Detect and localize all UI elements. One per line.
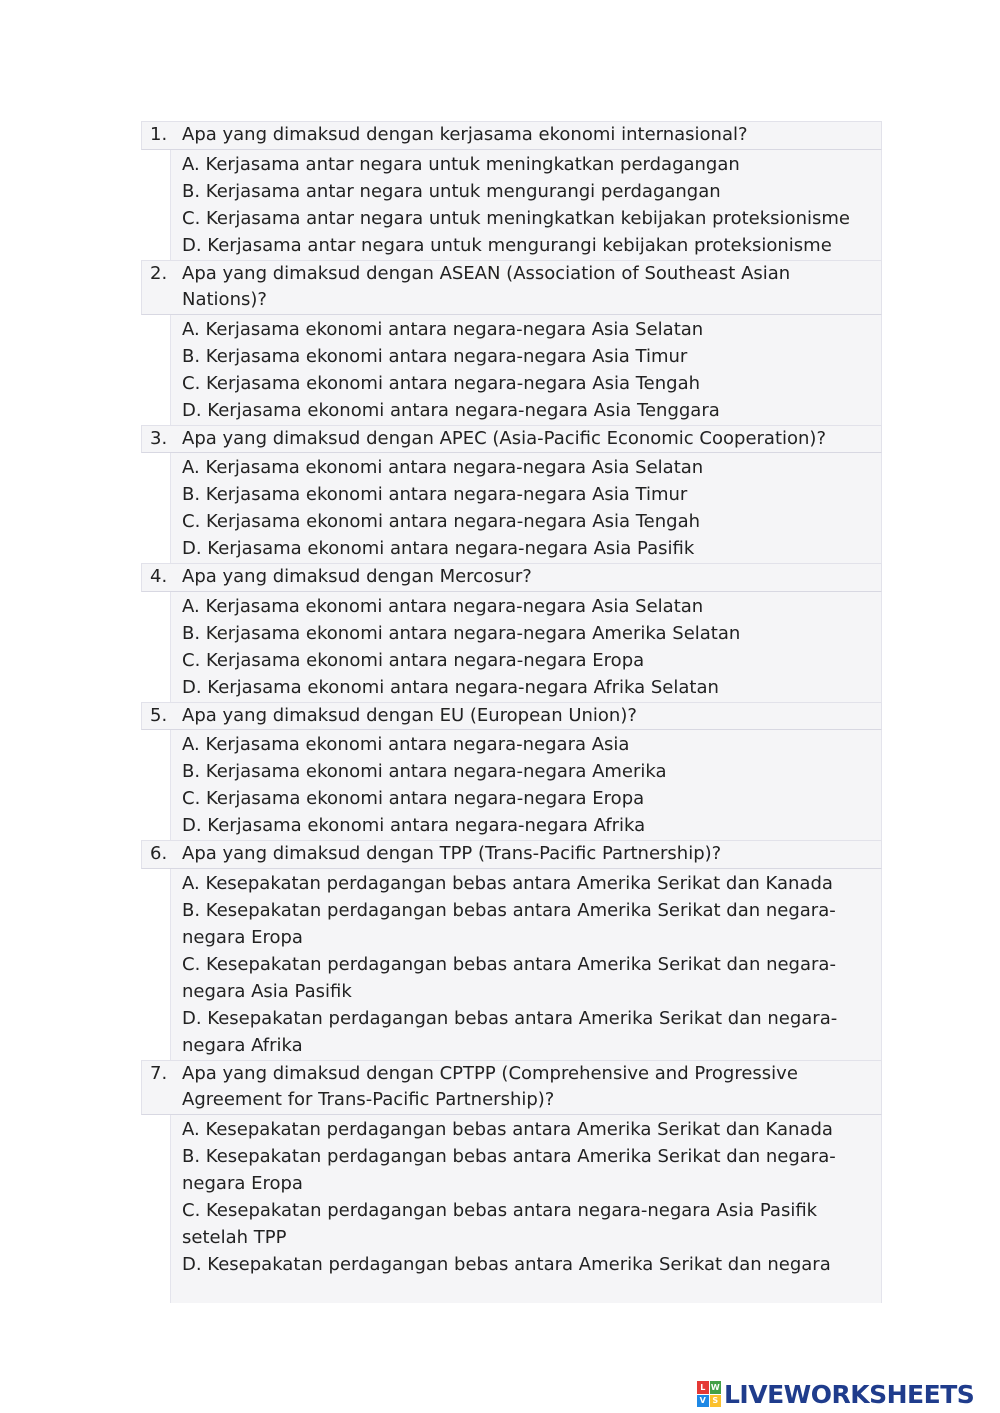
answer-option[interactable]: B. Kesepakatan perdagangan bebas antara Amerika Serikat dan negara-negara Eropa xyxy=(182,899,836,948)
answer-option[interactable]: D. Kesepakatan perdagangan bebas antara Amerika Serikat dan negara xyxy=(182,1253,831,1275)
badge-letter: L xyxy=(697,1381,709,1394)
question-row xyxy=(141,563,882,592)
question-text: Apa yang dimaksud dengan APEC (Asia-Pacific Economic Cooperation)? xyxy=(182,427,827,449)
question-row xyxy=(141,1060,882,1115)
answer-option[interactable]: C. Kerjasama ekonomi antara negara-negara Asia Tengah xyxy=(182,372,701,394)
question-text: Apa yang dimaksud dengan Mercosur? xyxy=(182,566,532,587)
answer-option[interactable]: C. Kerjasama ekonomi antara negara-negara Asia Tengah xyxy=(182,511,701,532)
question-number: 1. xyxy=(150,124,168,145)
answer-area-blank xyxy=(182,1278,877,1302)
answer-option[interactable]: A. Kerjasama antar negara untuk meningkatkan perdagangan xyxy=(182,153,740,175)
answer-option[interactable]: A. Kerjasama ekonomi antara negara-negara Asia Selatan xyxy=(182,595,704,617)
answer-option[interactable]: A. Kerjasama ekonomi antara negara-negara Asia xyxy=(182,734,630,755)
question-text: Apa yang dimaksud dengan kerjasama ekonomi internasional? xyxy=(182,124,748,145)
worksheet-question-list xyxy=(141,121,882,1303)
liveworksheets-badge-icon xyxy=(697,1381,721,1407)
answer-option[interactable]: B. Kerjasama ekonomi antara negara-negara Amerika Selatan xyxy=(182,622,741,644)
question-row xyxy=(141,840,882,869)
question-text: Apa yang dimaksud dengan EU (European Union)? xyxy=(182,704,637,726)
question-number: 2. xyxy=(150,262,168,284)
answer-options xyxy=(170,453,882,563)
logo-text: LIVEWORKSHEETS xyxy=(724,1379,975,1409)
answer-options xyxy=(170,869,882,1060)
badge-letter: V xyxy=(697,1395,709,1408)
answer-option[interactable]: D. Kerjasama ekonomi antara negara-negara Asia Pasifik xyxy=(182,538,695,559)
answer-option[interactable]: A. Kerjasama ekonomi antara negara-negara Asia Selatan xyxy=(182,457,704,478)
answer-options xyxy=(170,592,882,702)
answer-option[interactable]: C. Kerjasama ekonomi antara negara-negara Eropa xyxy=(182,788,645,809)
question-row xyxy=(141,702,882,731)
answer-option[interactable]: B. Kerjasama ekonomi antara negara-negara Asia Timur xyxy=(182,345,688,367)
answer-option[interactable]: B. Kerjasama ekonomi antara negara-negara Amerika xyxy=(182,761,667,782)
badge-letter: S xyxy=(710,1395,722,1408)
answer-option[interactable]: A. Kesepakatan perdagangan bebas antara Amerika Serikat dan Kanada xyxy=(182,872,833,894)
answer-options xyxy=(170,150,882,260)
question-row xyxy=(141,425,882,454)
answer-option[interactable]: D. Kerjasama antar negara untuk mengurangi kebijakan proteksionisme xyxy=(182,234,832,256)
question-number: 7. xyxy=(150,1062,168,1084)
answer-option[interactable]: D. Kesepakatan perdagangan bebas antara Amerika Serikat dan negara-negara Afrika xyxy=(182,1007,838,1056)
answer-options xyxy=(170,1115,882,1303)
answer-option[interactable]: B. Kerjasama antar negara untuk mengurangi perdagangan xyxy=(182,180,721,202)
answer-option[interactable]: C. Kerjasama antar negara untuk meningkatkan kebijakan proteksionisme xyxy=(182,207,850,229)
answer-option[interactable]: B. Kesepakatan perdagangan bebas antara Amerika Serikat dan negara-negara Eropa xyxy=(182,1145,836,1194)
question-text: Apa yang dimaksud dengan ASEAN (Association of Southeast Asian Nations)? xyxy=(182,262,791,310)
badge-letter: W xyxy=(710,1382,720,1392)
answer-option[interactable]: B. Kerjasama ekonomi antara negara-negara Asia Timur xyxy=(182,484,688,505)
answer-option[interactable]: D. Kerjasama ekonomi antara negara-negara Afrika xyxy=(182,815,646,836)
answer-option[interactable]: C. Kerjasama ekonomi antara negara-negara Eropa xyxy=(182,649,645,671)
answer-options xyxy=(170,315,882,425)
answer-option[interactable]: A. Kesepakatan perdagangan bebas antara Amerika Serikat dan Kanada xyxy=(182,1118,833,1140)
liveworksheets-logo xyxy=(697,1376,974,1412)
answer-option[interactable]: D. Kerjasama ekonomi antara negara-negara Afrika Selatan xyxy=(182,676,719,698)
answer-option[interactable]: A. Kerjasama ekonomi antara negara-negara Asia Selatan xyxy=(182,318,704,340)
question-number: 5. xyxy=(150,704,168,726)
question-row xyxy=(141,260,882,315)
question-row xyxy=(141,121,882,150)
question-text: Apa yang dimaksud dengan CPTPP (Comprehensive and Progressive Agreement for Trans-Pacific Partnership)? xyxy=(182,1062,798,1110)
answer-options xyxy=(170,730,882,840)
question-number: 3. xyxy=(150,427,168,449)
answer-option[interactable]: C. Kesepakatan perdagangan bebas antara negara-negara Asia Pasifik setelah TPP xyxy=(182,1199,818,1248)
answer-option[interactable]: C. Kesepakatan perdagangan bebas antara Amerika Serikat dan negara-negara Asia Pasifik xyxy=(182,953,836,1002)
question-number: 6. xyxy=(150,843,168,864)
question-number: 4. xyxy=(150,566,168,587)
question-text: Apa yang dimaksud dengan TPP (Trans-Pacific Partnership)? xyxy=(182,843,722,864)
answer-option[interactable]: D. Kerjasama ekonomi antara negara-negara Asia Tenggara xyxy=(182,399,720,421)
